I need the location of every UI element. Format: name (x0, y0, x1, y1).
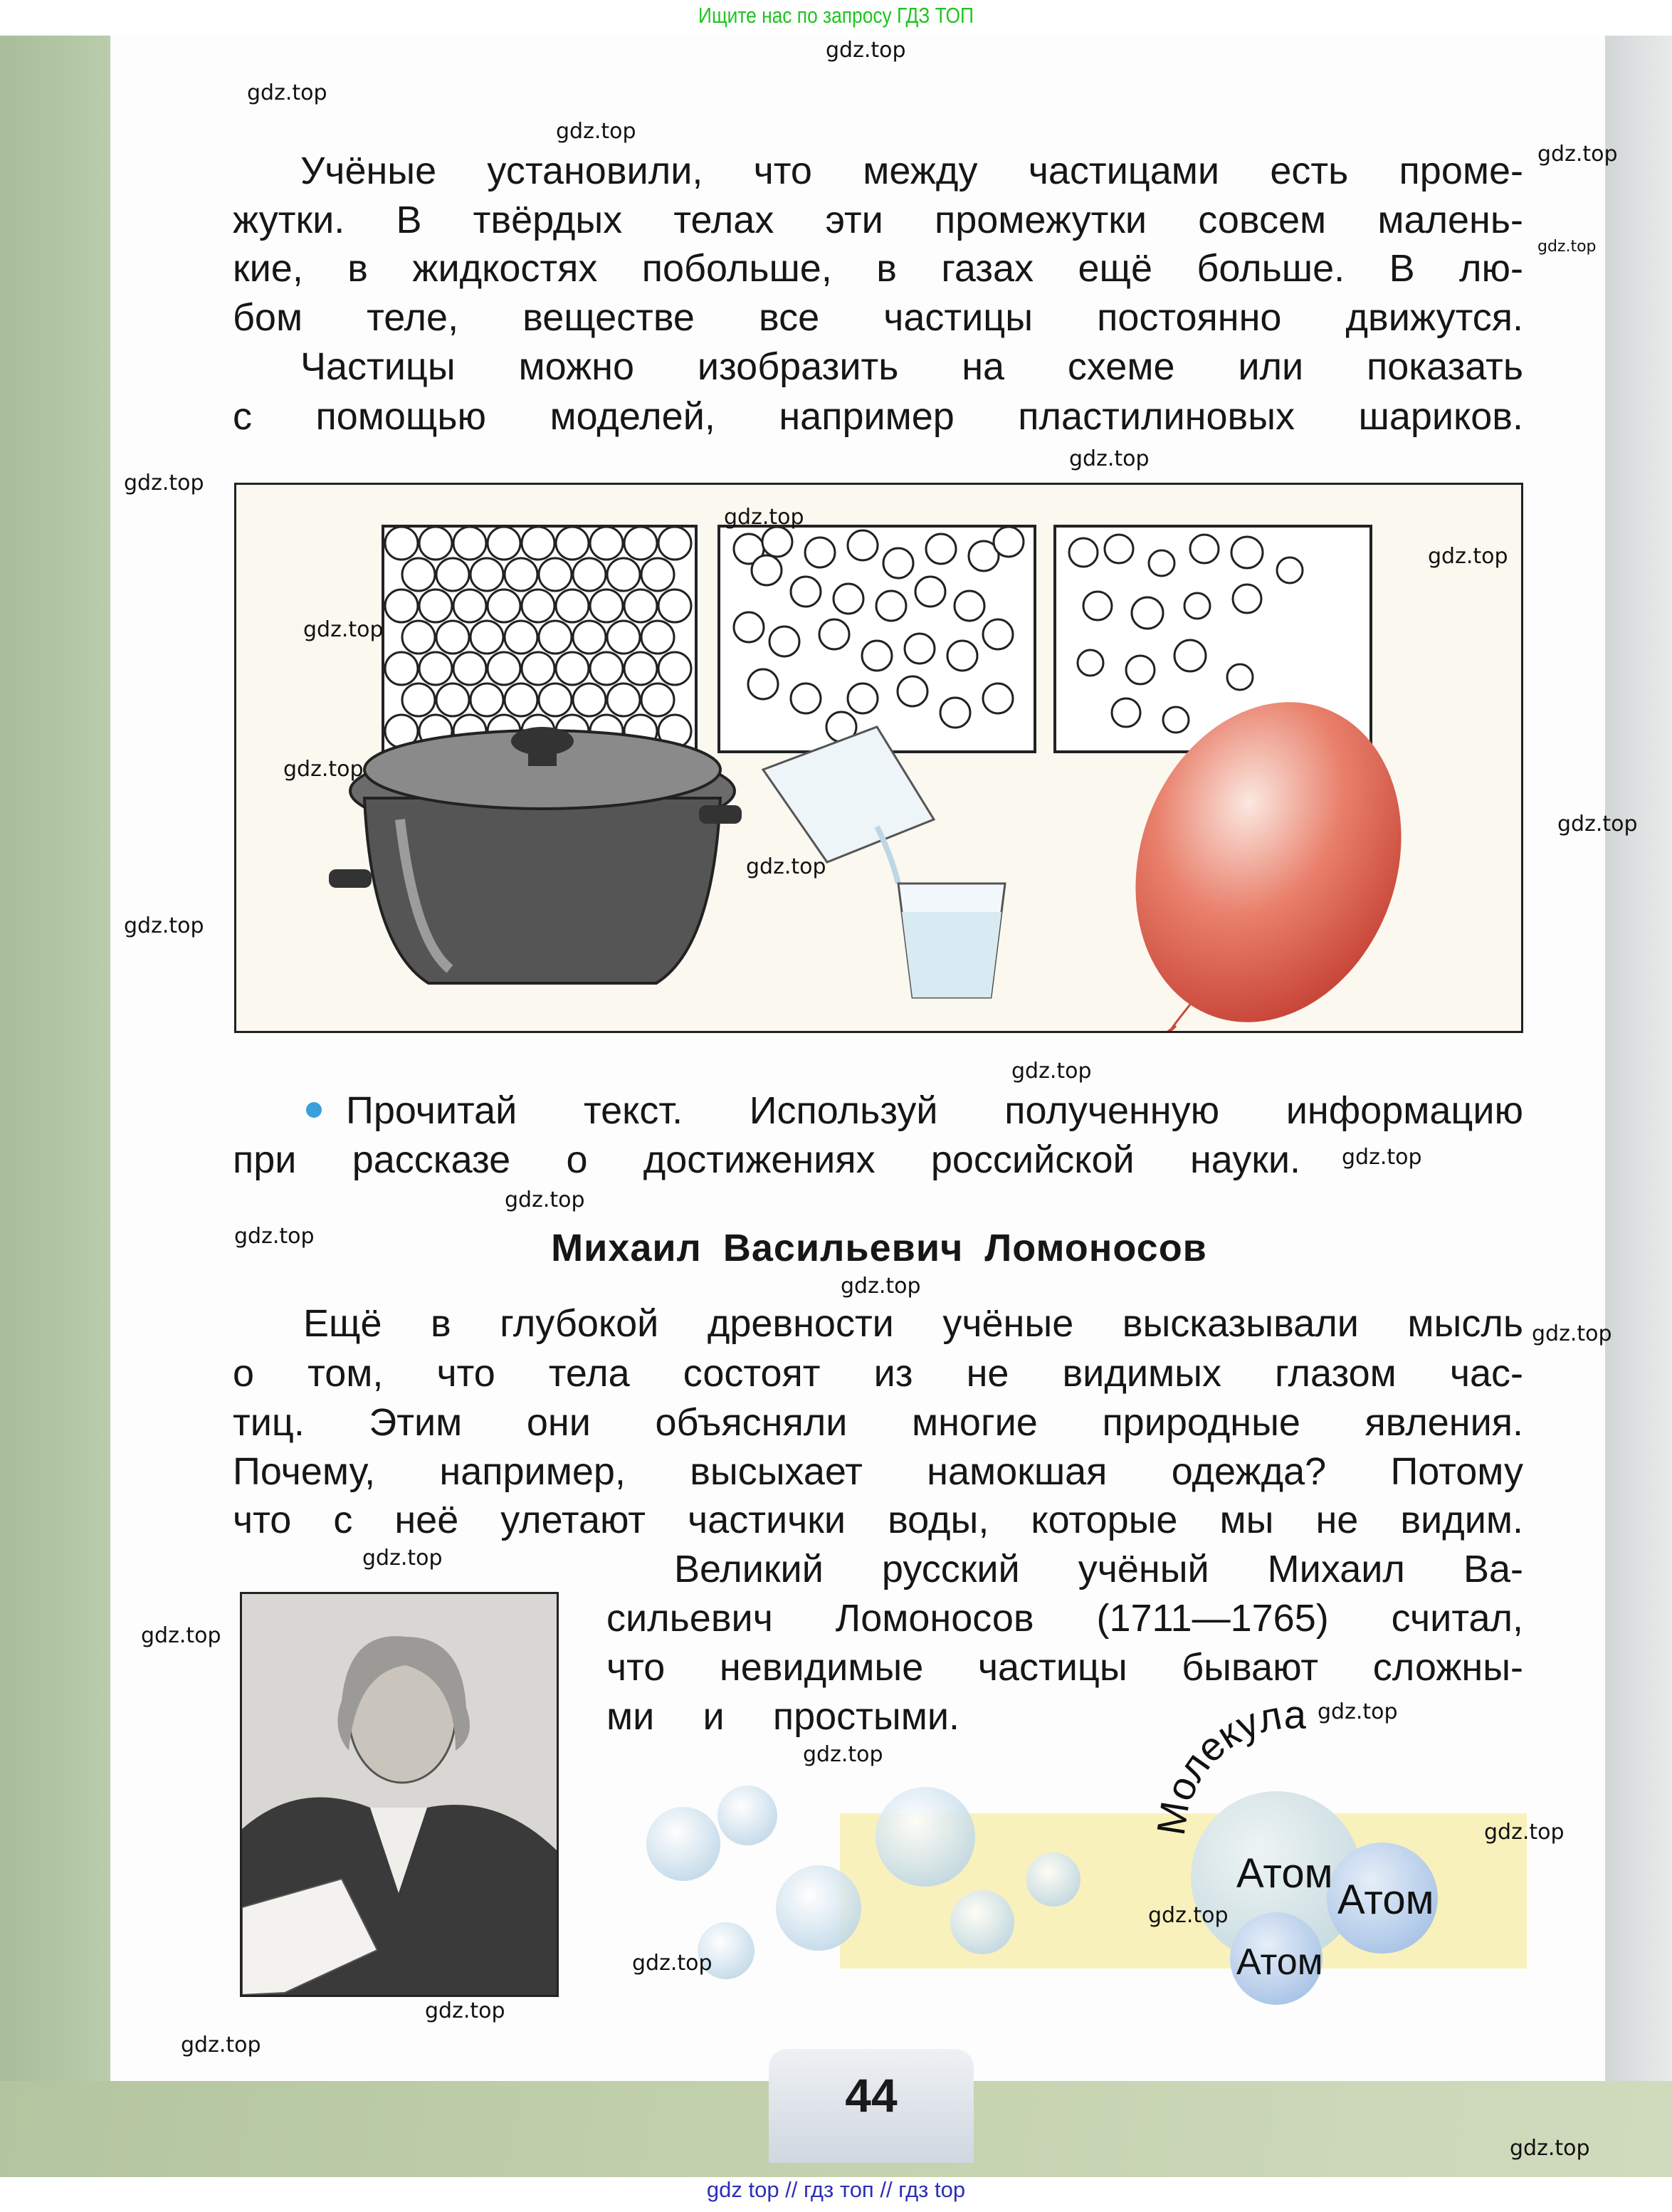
particle (556, 589, 589, 622)
lomonosov-portrait (240, 1592, 559, 1997)
watermark: gdz.top (141, 1623, 221, 1648)
text-line: жутки. В твёрдых телах эти промежутки совсем малень- (233, 199, 1523, 241)
particle (488, 527, 520, 560)
search-banner: Ищите нас по запросу ГДЗ ТОП (698, 3, 974, 28)
particle (940, 698, 970, 728)
molecule-label: Молекула (1147, 1694, 1307, 1838)
particle (402, 558, 435, 591)
particle (762, 527, 792, 557)
task-line: при рассказе о достижениях российской науки. (233, 1138, 1300, 1181)
particle (590, 589, 623, 622)
particle (1163, 707, 1189, 733)
particle (1149, 550, 1174, 576)
watermark: gdz.top (234, 1224, 315, 1249)
bullet-icon (306, 1102, 322, 1118)
particle (453, 652, 486, 685)
text-line: что с неё улетают частички воды, которые мы не видим. (233, 1499, 1523, 1541)
task-line: Прочитай текст. Используй полученную информацию (346, 1089, 1523, 1132)
watermark: gdz.top (1148, 1903, 1229, 1928)
particle (556, 652, 589, 685)
states-of-matter-figure (234, 483, 1523, 1033)
particle (1132, 597, 1163, 629)
particle (805, 538, 835, 567)
watermark: gdz.top (1510, 2136, 1590, 2161)
particle (1105, 535, 1133, 563)
pot-icon (329, 727, 742, 983)
particle (419, 527, 452, 560)
particle (819, 619, 849, 649)
particle (641, 558, 674, 591)
atom-label: Атом (1337, 1877, 1434, 1923)
watermark: gdz.top (1069, 446, 1150, 471)
particle (607, 683, 640, 716)
particle (1231, 537, 1263, 568)
particle (522, 589, 554, 622)
particle (834, 584, 863, 614)
particle (1126, 656, 1155, 684)
particle (505, 683, 537, 716)
watermark: gdz.top (303, 617, 384, 642)
particle (436, 558, 469, 591)
particle (419, 652, 452, 685)
molecule-illustration (612, 1694, 1537, 2036)
watermark: gdz.top (181, 2033, 261, 2058)
particle (539, 683, 572, 716)
particle (658, 652, 691, 685)
particle (658, 527, 691, 560)
particle (983, 683, 1013, 713)
watermark: gdz.top (124, 471, 204, 496)
text-line: сильевич Ломоносов (1711—1765) считал, (606, 1597, 1523, 1640)
particle (488, 652, 520, 685)
watermark: gdz.top (841, 1274, 921, 1299)
particle (915, 577, 945, 607)
particle (385, 527, 418, 560)
particle (505, 558, 537, 591)
particle (1069, 538, 1098, 567)
particle (624, 652, 657, 685)
particle (470, 683, 503, 716)
particle (1184, 593, 1210, 619)
particle (983, 619, 1013, 649)
watermark: gdz.top (283, 757, 364, 782)
text-line: бом теле, веществе все частицы постоянно движутся. (233, 296, 1523, 339)
text-line: с помощью моделей, например пластилиновых шариков. (233, 395, 1523, 438)
watermark: gdz.top (1011, 1059, 1092, 1084)
particle (419, 589, 452, 622)
left-margin-strip (0, 36, 110, 2081)
page-edge-strip (1605, 36, 1672, 2081)
particle (590, 527, 623, 560)
particle (848, 683, 878, 713)
watermark: gdz.top (826, 38, 906, 63)
particle (436, 683, 469, 716)
particle (573, 621, 606, 654)
particle (862, 641, 892, 671)
watermark: gdz.top (505, 1188, 585, 1212)
particle (791, 683, 821, 713)
particle (573, 683, 606, 716)
watermark: gdz.top (1557, 812, 1638, 837)
particle (994, 527, 1024, 557)
atom-label: Атом (1236, 1850, 1333, 1897)
particle (734, 612, 764, 642)
atom-label: Атом (1236, 1941, 1323, 1983)
particle (505, 621, 537, 654)
particle (1078, 650, 1103, 676)
watermark: gdz.top (1428, 544, 1508, 569)
watermark: gdz.top (1537, 238, 1597, 256)
watermark: gdz.top (1537, 142, 1618, 167)
particle (791, 577, 821, 607)
text-line: Частицы можно изобразить на схеме или показать (300, 345, 1523, 388)
particle (402, 621, 435, 654)
watermark: gdz.top (746, 854, 826, 879)
footer-watermark: gdz top // гдз топ // гдз top (706, 2177, 966, 2202)
text-line: Великий русский учёный Михаил Ва- (674, 1548, 1523, 1590)
particle (522, 652, 554, 685)
particle (926, 534, 956, 564)
particle (556, 527, 589, 560)
particle (658, 589, 691, 622)
particle (641, 683, 674, 716)
particle (436, 621, 469, 654)
watermark: gdz.top (425, 1998, 505, 2023)
particle (1190, 535, 1219, 563)
section-title: Михаил Васильевич Ломоносов (551, 1227, 1207, 1269)
particle (1227, 664, 1253, 690)
text-line: о том, что тела состоят из не видимых глазом час- (233, 1352, 1523, 1395)
particle (590, 652, 623, 685)
particle (385, 652, 418, 685)
watermark: gdz.top (124, 913, 204, 938)
text-line: кие, в жидкостях побольше, в газах ещё больше. В лю- (233, 247, 1523, 290)
particle (1233, 585, 1261, 613)
particle (539, 621, 572, 654)
watermark: gdz.top (632, 1951, 713, 1976)
figure-drawing (236, 485, 1521, 1031)
particle (955, 591, 984, 621)
particle (607, 621, 640, 654)
text-line: Учёные установили, что между частицами есть проме- (300, 150, 1523, 192)
text-line: что невидимые частицы бывают сложны- (606, 1646, 1523, 1689)
text-line: Ещё в глубокой древности учёные высказывали мысль (303, 1302, 1523, 1345)
watermark: gdz.top (724, 505, 804, 530)
text-line: тиц. Этим они объясняли многие природные явления. (233, 1401, 1523, 1444)
particle (752, 555, 782, 585)
particle (488, 589, 520, 622)
particle (769, 627, 799, 656)
watermark: gdz.top (362, 1546, 443, 1571)
particle (876, 591, 906, 621)
particle (539, 558, 572, 591)
particle (522, 527, 554, 560)
particle (1277, 557, 1303, 583)
page-number: 44 (845, 2069, 898, 2122)
watermark: gdz.top (1318, 1699, 1398, 1724)
watermark: gdz.top (1484, 1820, 1565, 1845)
particle (402, 683, 435, 716)
particle (607, 558, 640, 591)
text-line: ми и простыми. (606, 1695, 959, 1738)
text-line: Почему, например, высыхает намокшая одежда? Потому (233, 1450, 1523, 1493)
particle (883, 548, 913, 578)
particle (947, 641, 977, 671)
particle (1174, 640, 1206, 671)
watermark: gdz.top (803, 1742, 883, 1767)
watermark: gdz.top (1342, 1145, 1422, 1170)
particle (748, 669, 778, 699)
particle (898, 676, 927, 706)
particle (624, 527, 657, 560)
particle (848, 530, 878, 560)
particle (1083, 592, 1112, 620)
particle (470, 558, 503, 591)
particle (470, 621, 503, 654)
particle (573, 558, 606, 591)
particle (453, 589, 486, 622)
watermark: gdz.top (1532, 1321, 1612, 1346)
particle (624, 589, 657, 622)
particle (1112, 698, 1140, 727)
particle (641, 621, 674, 654)
watermark: gdz.top (556, 119, 636, 144)
particle (453, 527, 486, 560)
particle (905, 634, 935, 664)
watermark: gdz.top (247, 80, 327, 105)
particle (385, 589, 418, 622)
